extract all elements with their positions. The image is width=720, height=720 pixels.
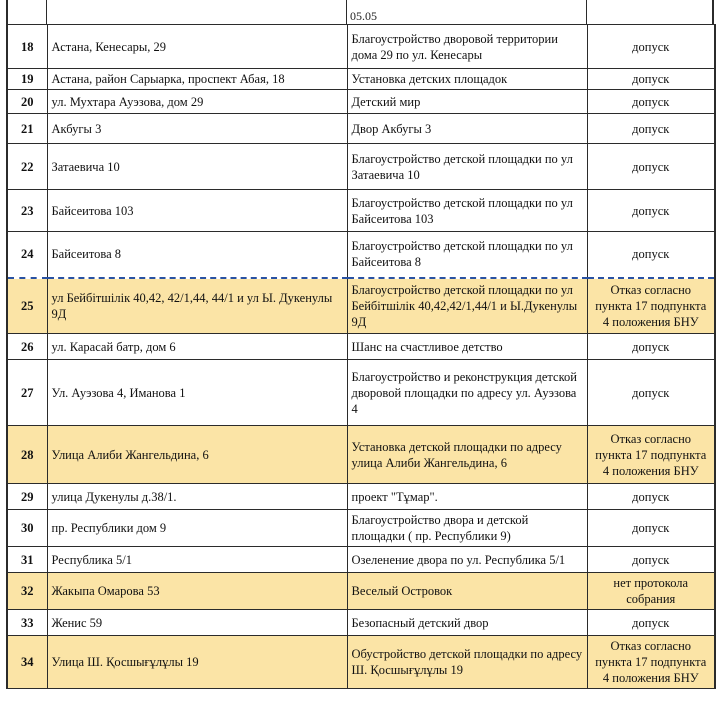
- column-divider: [586, 0, 587, 24]
- status-cell: Отказ согласно пункта 17 подпункта 4 положения БНУ: [587, 278, 715, 334]
- status-cell: нет протокола собрания: [587, 573, 715, 610]
- table-row: [7, 25, 715, 69]
- address-cell: Байсеитова 8: [47, 232, 347, 278]
- table-body: [7, 25, 715, 689]
- row-number: 24: [7, 232, 47, 278]
- status-cell: допуск: [587, 144, 715, 190]
- status-cell: допуск: [587, 69, 715, 90]
- address-cell: Женис 59: [47, 610, 347, 636]
- row-number: 19: [7, 69, 47, 90]
- status-cell: допуск: [587, 610, 715, 636]
- row-number: 20: [7, 90, 47, 114]
- status-cell: допуск: [587, 90, 715, 114]
- status-cell: Отказ согласно пункта 17 подпункта 4 положения БНУ: [587, 426, 715, 484]
- cut-off-text: 05.05: [350, 9, 377, 23]
- row-number: 31: [7, 547, 47, 573]
- table-row: [7, 334, 715, 360]
- row-number: 27: [7, 360, 47, 426]
- project-name-cell: Благоустройство детской площадки по ул Байсеитова 8: [347, 232, 587, 278]
- address-cell: Республика 5/1: [47, 547, 347, 573]
- table-row: [7, 636, 715, 689]
- projects-table: [6, 24, 716, 689]
- row-number: 22: [7, 144, 47, 190]
- address-cell: ул Бейбітшілік 40,42, 42/1,44, 44/1 и ул Ы. Дукенулы 9Д: [47, 278, 347, 334]
- status-cell: допуск: [587, 547, 715, 573]
- status-cell: допуск: [587, 484, 715, 510]
- address-cell: Ул. Ауэзова 4, Иманова 1: [47, 360, 347, 426]
- table-row: [7, 360, 715, 426]
- address-cell: пр. Республики дом 9: [47, 510, 347, 547]
- table-row: [7, 547, 715, 573]
- project-name-cell: Детский мир: [347, 90, 587, 114]
- project-name-cell: Благоустройство и реконструкция детской дворовой площадки по адресу ул. Ауэзова 4: [347, 360, 587, 426]
- address-cell: Акбугы 3: [47, 114, 347, 144]
- project-name-cell: Обустройство детской площадки по адресу Ш. Қосшығұлұлы 19: [347, 636, 587, 689]
- row-number: 29: [7, 484, 47, 510]
- row-number: 34: [7, 636, 47, 689]
- project-name-cell: Благоустройство дворовой территории дома 29 по ул. Кенесары: [347, 25, 587, 69]
- column-divider: [346, 0, 347, 24]
- table-row: [7, 190, 715, 232]
- status-cell: допуск: [587, 190, 715, 232]
- address-cell: улица Дукенулы д.38/1.: [47, 484, 347, 510]
- row-number: 26: [7, 334, 47, 360]
- row-number: 23: [7, 190, 47, 232]
- address-cell: Байсеитова 103: [47, 190, 347, 232]
- row-number: 33: [7, 610, 47, 636]
- project-name-cell: Безопасный детский двор: [347, 610, 587, 636]
- table-row: [7, 69, 715, 90]
- project-name-cell: Благоустройство детской площадки по ул Затаевича 10: [347, 144, 587, 190]
- table-row: [7, 484, 715, 510]
- status-cell: допуск: [587, 360, 715, 426]
- address-cell: ул. Мухтара Ауэзова, дом 29: [47, 90, 347, 114]
- address-cell: Затаевича 10: [47, 144, 347, 190]
- status-cell: Отказ согласно пункта 17 подпункта 4 положения БНУ: [587, 636, 715, 689]
- address-cell: Жакыпа Омарова 53: [47, 573, 347, 610]
- table-row: [7, 114, 715, 144]
- status-cell: допуск: [587, 334, 715, 360]
- project-name-cell: Благоустройство двора и детской площадки ( пр. Республики 9): [347, 510, 587, 547]
- project-name-cell: Установка детских площадок: [347, 69, 587, 90]
- row-number: 28: [7, 426, 47, 484]
- table-row: [7, 144, 715, 190]
- project-name-cell: Благоустройство детской площадки по ул Бейбітшілік 40,42,42/1,44/1 и Ы.Дукенулы 9Д: [347, 278, 587, 334]
- address-cell: Улица Ш. Қосшығұлұлы 19: [47, 636, 347, 689]
- address-cell: ул. Карасай батр, дом 6: [47, 334, 347, 360]
- address-cell: Улица Алиби Жангельдина, 6: [47, 426, 347, 484]
- project-name-cell: Благоустройство детской площадки по ул Байсеитова 103: [347, 190, 587, 232]
- status-cell: допуск: [587, 114, 715, 144]
- status-cell: допуск: [587, 25, 715, 69]
- table-row: [7, 426, 715, 484]
- project-name-cell: проект "Тұмар".: [347, 484, 587, 510]
- row-number: 32: [7, 573, 47, 610]
- address-cell: Астана, Кенесары, 29: [47, 25, 347, 69]
- project-name-cell: Веселый Островок: [347, 573, 587, 610]
- table-row: [7, 510, 715, 547]
- row-number: 25: [7, 278, 47, 334]
- status-cell: допуск: [587, 232, 715, 278]
- project-name-cell: Шанс на счастливое детство: [347, 334, 587, 360]
- table-row: [7, 90, 715, 114]
- address-cell: Астана, район Сарыарка, проспект Абая, 18: [47, 69, 347, 90]
- project-name-cell: Двор Акбугы 3: [347, 114, 587, 144]
- table-row: [7, 610, 715, 636]
- project-name-cell: Установка детской площадки по адресу улица Алиби Жангельдина, 6: [347, 426, 587, 484]
- row-number: 18: [7, 25, 47, 69]
- row-number: 30: [7, 510, 47, 547]
- previous-row-fragment: [6, 0, 714, 24]
- table-row: [7, 232, 715, 278]
- column-divider: [46, 0, 47, 24]
- status-cell: допуск: [587, 510, 715, 547]
- row-number: 21: [7, 114, 47, 144]
- table-row: [7, 573, 715, 610]
- table-row: [7, 278, 715, 334]
- project-name-cell: Озеленение двора по ул. Республика 5/1: [347, 547, 587, 573]
